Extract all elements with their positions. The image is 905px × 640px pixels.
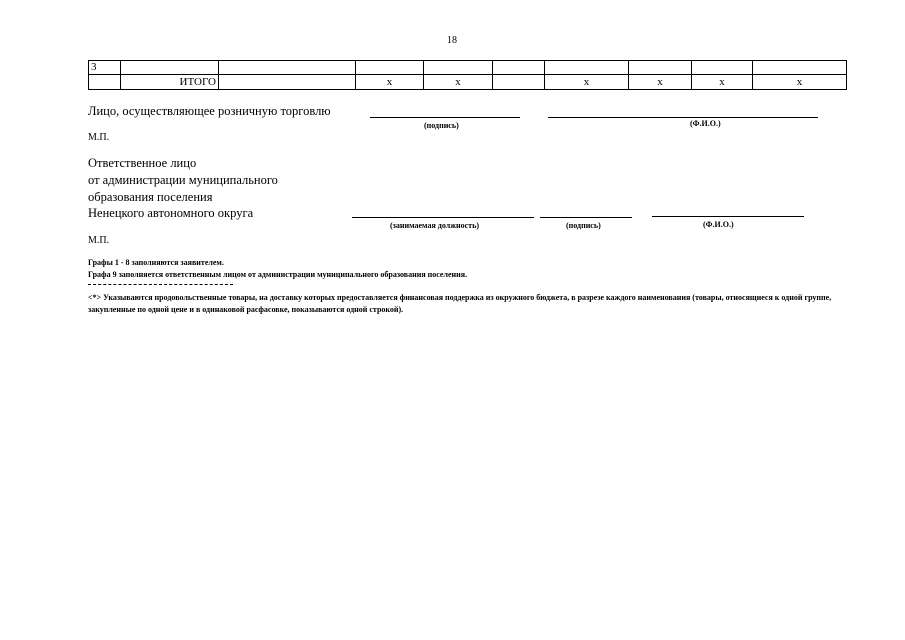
table-cell: х bbox=[424, 75, 493, 90]
retail-name-line bbox=[548, 117, 818, 118]
official-position-caption: (занимаемая должность) bbox=[390, 221, 479, 230]
table-row bbox=[89, 61, 847, 75]
table-cell bbox=[493, 61, 545, 75]
retail-sign-caption: (подпись) bbox=[424, 121, 459, 130]
table-cell bbox=[753, 61, 847, 75]
note-line-1: Графы 1 - 8 заполняются заявителем. bbox=[88, 258, 224, 267]
official-name-line bbox=[652, 216, 804, 217]
table-cell bbox=[424, 61, 493, 75]
table-cell: х bbox=[753, 75, 847, 90]
table-cell bbox=[629, 61, 692, 75]
table-row-total bbox=[89, 75, 847, 90]
table-cell: х bbox=[545, 75, 629, 90]
official-line-2: от администрации муниципального bbox=[88, 173, 278, 187]
page-number: 18 bbox=[447, 35, 457, 46]
table-cell: 3 bbox=[89, 61, 121, 75]
official-line-3: образования поселения bbox=[88, 190, 213, 204]
table-cell: х bbox=[629, 75, 692, 90]
stamp-place-label: М.П. bbox=[88, 132, 110, 143]
table-cell bbox=[493, 75, 545, 90]
official-sign-caption: (подпись) bbox=[566, 221, 601, 230]
table-cell bbox=[356, 61, 424, 75]
note-line-2: Графа 9 заполняется ответственным лицом от администрации муниципального образования поселения. bbox=[88, 270, 468, 279]
table-cell: х bbox=[356, 75, 424, 90]
footnote: <*> Указываются продовольственные товары, на доставку которых предоставляется финансовая поддержка из окружного бюджета, в разрезе каждого наименования (товары, относящиеся к одной группе, закупленные по одной цене и в одинаковой расфасовке, показываются одной строкой). bbox=[88, 293, 832, 314]
table-cell bbox=[121, 61, 219, 75]
footnote-separator bbox=[88, 284, 233, 285]
official-position-line bbox=[352, 217, 534, 218]
retail-name-caption: (Ф.И.О.) bbox=[690, 119, 721, 128]
table-cell bbox=[89, 75, 121, 90]
table-cell bbox=[219, 75, 356, 90]
goods-table bbox=[88, 60, 847, 90]
stamp-place-label-2: М.П. bbox=[88, 235, 110, 246]
table-cell bbox=[692, 61, 753, 75]
official-line-1: Ответственное лицо bbox=[88, 156, 197, 170]
official-name-caption: (Ф.И.О.) bbox=[703, 220, 734, 229]
table-cell bbox=[545, 61, 629, 75]
retail-sign-line bbox=[370, 117, 520, 118]
table-cell bbox=[219, 61, 356, 75]
official-line-4: Ненецкого автономного округа bbox=[88, 206, 254, 220]
retail-person-label: Лицо, осуществляющее розничную торговлю bbox=[88, 104, 331, 118]
total-label: ИТОГО bbox=[121, 75, 219, 90]
table-cell: х bbox=[692, 75, 753, 90]
official-sign-line bbox=[540, 217, 632, 218]
